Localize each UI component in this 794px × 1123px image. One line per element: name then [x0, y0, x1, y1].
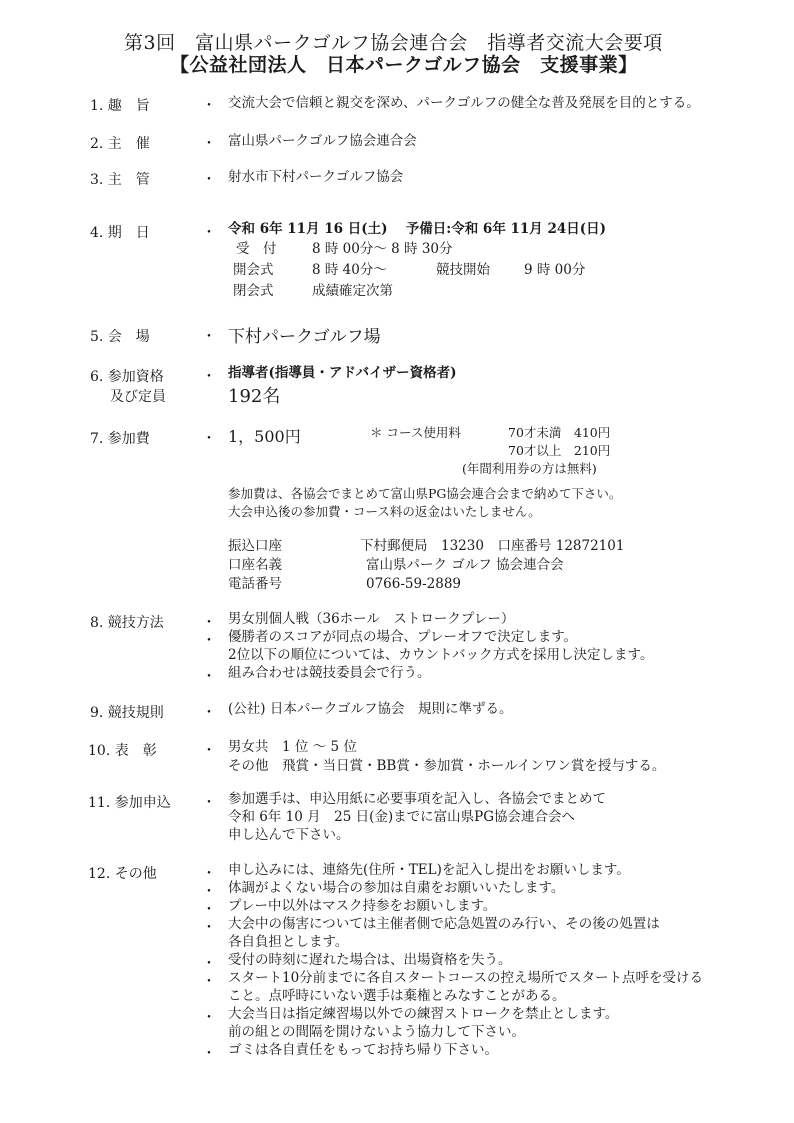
awards-line-1: 男女共 1 位 ～ 5 位 [228, 739, 357, 755]
bullet: ・ [202, 1010, 216, 1026]
bullet: ・ [202, 369, 216, 385]
closing-time: 成績確定次第 [312, 283, 393, 299]
bullet: ・ [202, 956, 216, 972]
bullet: ・ [202, 431, 216, 447]
section-2-text: 富山県パークゴルフ協会連合会 [228, 133, 417, 149]
method-line-1: 男女別個人戦（36ホール ストロークプレー） [228, 611, 515, 627]
other-line-7a: 大会当日は指定練習場以外での練習ストロークを禁止とします。 [228, 1006, 619, 1022]
bullet: ・ [202, 902, 216, 918]
method-line-3: 2位以下の順位については、カウントバック方式を採用し決定します。 [228, 647, 654, 663]
account-label: 口座名義 [228, 557, 282, 573]
section-4-label: 4. 期 日 [90, 225, 150, 241]
bullet: ・ [202, 329, 216, 345]
bullet: ・ [202, 974, 216, 990]
section-1-label: 1. 趣 旨 [90, 98, 150, 114]
bullet: ・ [202, 172, 216, 188]
bullet: ・ [202, 705, 216, 721]
section-7-label: 7. 参加費 [90, 431, 150, 447]
reception-label: 受 付 [236, 241, 277, 257]
section-2-label: 2. 主 催 [90, 136, 150, 152]
rules-text: (公社) 日本パークゴルフ協会 規則に準ずる。 [228, 701, 513, 717]
account-value: 富山県パーク ゴルフ 協会連合会 [366, 557, 564, 573]
bullet: ・ [202, 743, 216, 759]
bullet: ・ [202, 669, 216, 685]
bank-value: 下村郵便局 13230 口座番号 12872101 [360, 538, 625, 554]
section-10-label: 10. 表 彰 [88, 743, 157, 759]
application-line-3: 申し込んで下さい。 [228, 827, 350, 843]
section-1-text: 交流大会で信頼と親交を深め、パークゴルフの健全な普及発展を目的とする。 [228, 95, 700, 111]
other-line-5: 受付の時刻に遅れた場合は、出場資格を失う。 [228, 952, 512, 968]
section-12-label: 12. その他 [88, 866, 157, 882]
capacity: 192名 [228, 386, 281, 407]
bullet: ・ [202, 884, 216, 900]
annual-pass-note: (年間利用券の方は無料) [462, 461, 597, 476]
tel-value: 0766-59-2889 [366, 576, 462, 592]
method-line-4: 組み合わせは競技委員会で行う。 [228, 665, 431, 681]
other-line-4b: 各自負担とします。 [228, 934, 349, 950]
other-line-3: プレー中以外はマスク持参をお願いします。 [228, 898, 497, 914]
other-line-8: ゴミは各自責任をもってお持ち帰り下さい。 [228, 1042, 498, 1058]
start-time: 9 時 00分 [524, 262, 586, 278]
bullet: ・ [202, 795, 216, 811]
bullet: ・ [202, 920, 216, 936]
fee-note-1: 参加費は、各協会でまとめて富山県PG協会連合会まで納めて下さい。 [228, 486, 622, 501]
other-line-6a: スタート10分前までに各自スタートコースの控え場所でスタート点呼を受ける [228, 970, 703, 986]
other-line-6b: こと。点呼時にいない選手は棄権とみなすことがある。 [228, 988, 566, 1004]
bullet: ・ [202, 1046, 216, 1062]
bullet: ・ [202, 98, 216, 114]
opening-label: 開会式 [233, 262, 274, 278]
tel-label: 電話番号 [228, 576, 282, 592]
application-line-2: 令和 6年 10 月 25 日(金)までに富山県PG協会連合会へ [228, 809, 576, 825]
other-line-4a: 大会中の傷害については主催者側で応急処置のみ行い、その後の処置は [228, 916, 660, 932]
section-3-text: 射水市下村パークゴルフ協会 [228, 169, 404, 185]
section-6-label: 6. 参加資格 [90, 369, 164, 385]
bullet: ・ [202, 866, 216, 882]
fee-note-2: 大会申込後の参加費・コース料の返金はいたしません。 [228, 504, 541, 519]
fee-under-70: 70才未満 410円 [508, 425, 611, 440]
bullet: ・ [202, 615, 216, 631]
section-5-label: 5. 会 場 [90, 329, 150, 345]
section-9-label: 9. 競技規則 [90, 705, 164, 721]
other-line-2: 体調がよくない場合の参加は自粛をお願いいたします。 [228, 880, 565, 896]
fee-over-70: 70才以上 210円 [508, 443, 611, 458]
application-line-1: 参加選手は、申込用紙に必要事項を記入し、各協会でまとめて [228, 791, 606, 807]
bank-label: 振込口座 [228, 538, 282, 554]
section-6-label-2: 及び定員 [110, 389, 166, 405]
section-11-label: 11. 参加申込 [88, 795, 171, 811]
awards-line-2: その他 飛賞・当日賞・BB賞・参加賞・ホールインワン賞を授与する。 [228, 758, 666, 774]
eligibility: 指導者(指導員・アドバイザー資格者) [228, 365, 457, 381]
section-8-label: 8. 競技方法 [90, 615, 164, 631]
event-date: 令和 6年 11月 16 日(土) 予備日:令和 6年 11月 24日(日) [228, 221, 607, 237]
participation-fee: 1，500円 [228, 427, 301, 446]
document-subtitle: 【公益社団法人 日本パークゴルフ協会 支援事業】 [170, 54, 638, 76]
section-3-label: 3. 主 管 [90, 172, 150, 188]
reception-time: 8 時 00分～ 8 時 30分 [312, 241, 453, 257]
venue: 下村パークゴルフ場 [228, 327, 381, 347]
method-line-2: 優勝者のスコアが同点の場合、プレーオフで決定します。 [228, 629, 578, 645]
course-fee-label: ＊ コース使用料 [370, 425, 461, 440]
other-line-7b: 前の組との間隔を開けないよう協力して下さい。 [228, 1024, 525, 1040]
closing-label: 閉会式 [233, 283, 274, 299]
other-line-1: 申し込みには、連絡先(住所・TEL)を記入し提出をお願いします。 [228, 862, 630, 878]
bullet: ・ [202, 225, 216, 241]
document-title: 第3回 富山県パークゴルフ協会連合会 指導者交流大会要項 [124, 32, 663, 54]
bullet: ・ [202, 633, 216, 649]
opening-time: 8 時 40分～ [312, 262, 387, 278]
start-label: 競技開始 [436, 262, 490, 278]
bullet: ・ [202, 136, 216, 152]
